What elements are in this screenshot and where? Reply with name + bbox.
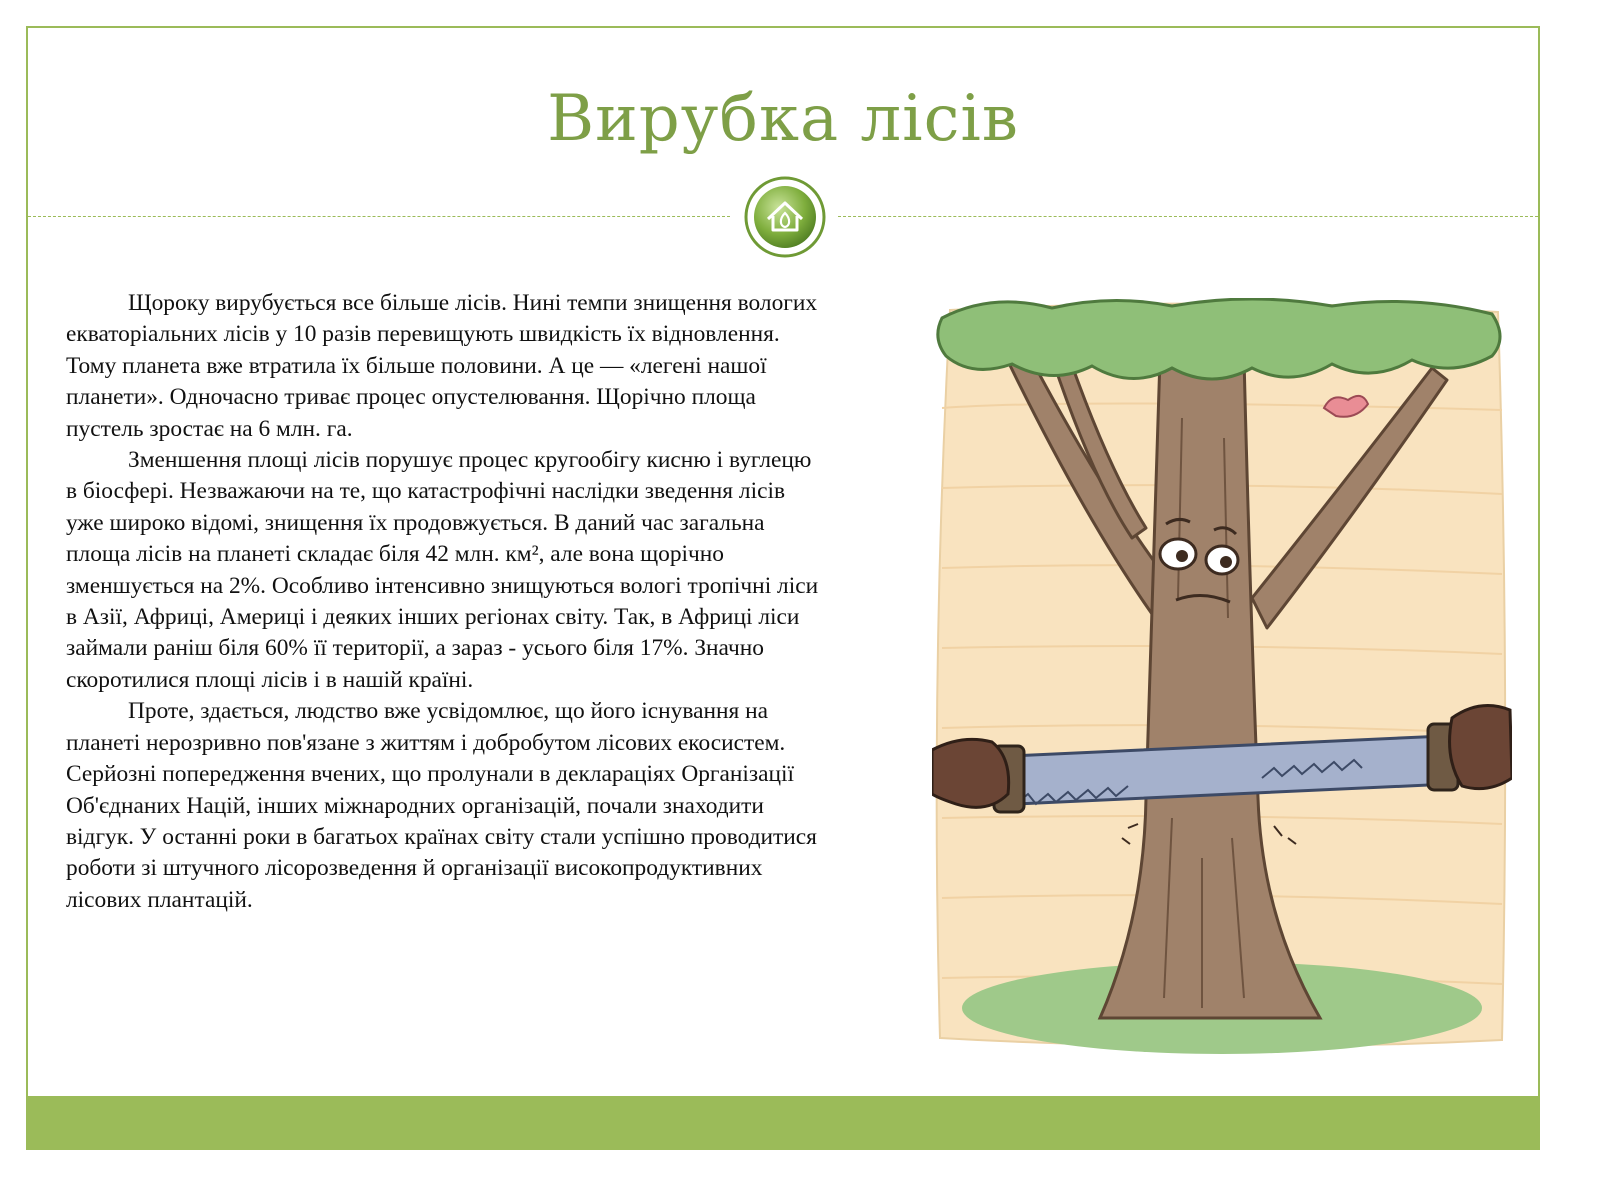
- tree-being-sawn-illustration: [932, 298, 1512, 1058]
- footer-band: [26, 1096, 1540, 1150]
- divider-right: [838, 216, 1538, 217]
- body-text: [66, 288, 826, 916]
- divider-left: [28, 216, 730, 217]
- slide-title: Вирубка лісів: [547, 82, 1019, 156]
- paragraph-3: Проте, здається, людство вже усвідомлює, що його існування на планеті нерозривно пов'язане з життям і добробутом лісових екосистем. Серйозні попередження вчених, що пролунали в деклараціях Організації Об'єднаних Націй, інших міжнародних організацій, почали знаходити відгук. У останні роки в багатьох країнах світу стали успішно проводитися роботи зі штучного лісорозведення й організації високопродуктивних лісових плантацій.: [66, 698, 817, 913]
- eco-house-emblem-icon: [744, 176, 826, 258]
- paragraph-2: Зменшення площі лісів порушує процес кругообігу кисню і вуглецю в біосфері. Незважаючи на те, що катастрофічні наслідки зведення лісів уже широко відомі, знищення їх продовжується. В даний час загальна площа лісів на планеті складає біля 42 млн. км², але вона щорічно зменшується на 2%. Особливо інтенсивно знищуються вологі тропічні ліси в Азії, Африці, Америці і деяких інших регіонах світу. Так, в Африці ліси займали раніш біля 60% її території, а зараз - усього біля 17%. Значно скоротилися площі лісів і в нашій країні.: [66, 447, 819, 693]
- paragraph-1: Щороку вирубується все більше лісів. Нині темпи знищення вологих екваторіальних лісів у 10 разів перевищують швидкість їх відновлення. Тому планета вже втратила їх більше половини. А це — «легені нашої планети». Одночасно триває процес опустелювання. Щорічно площа пустель зростає на 6 млн. га.: [66, 290, 818, 442]
